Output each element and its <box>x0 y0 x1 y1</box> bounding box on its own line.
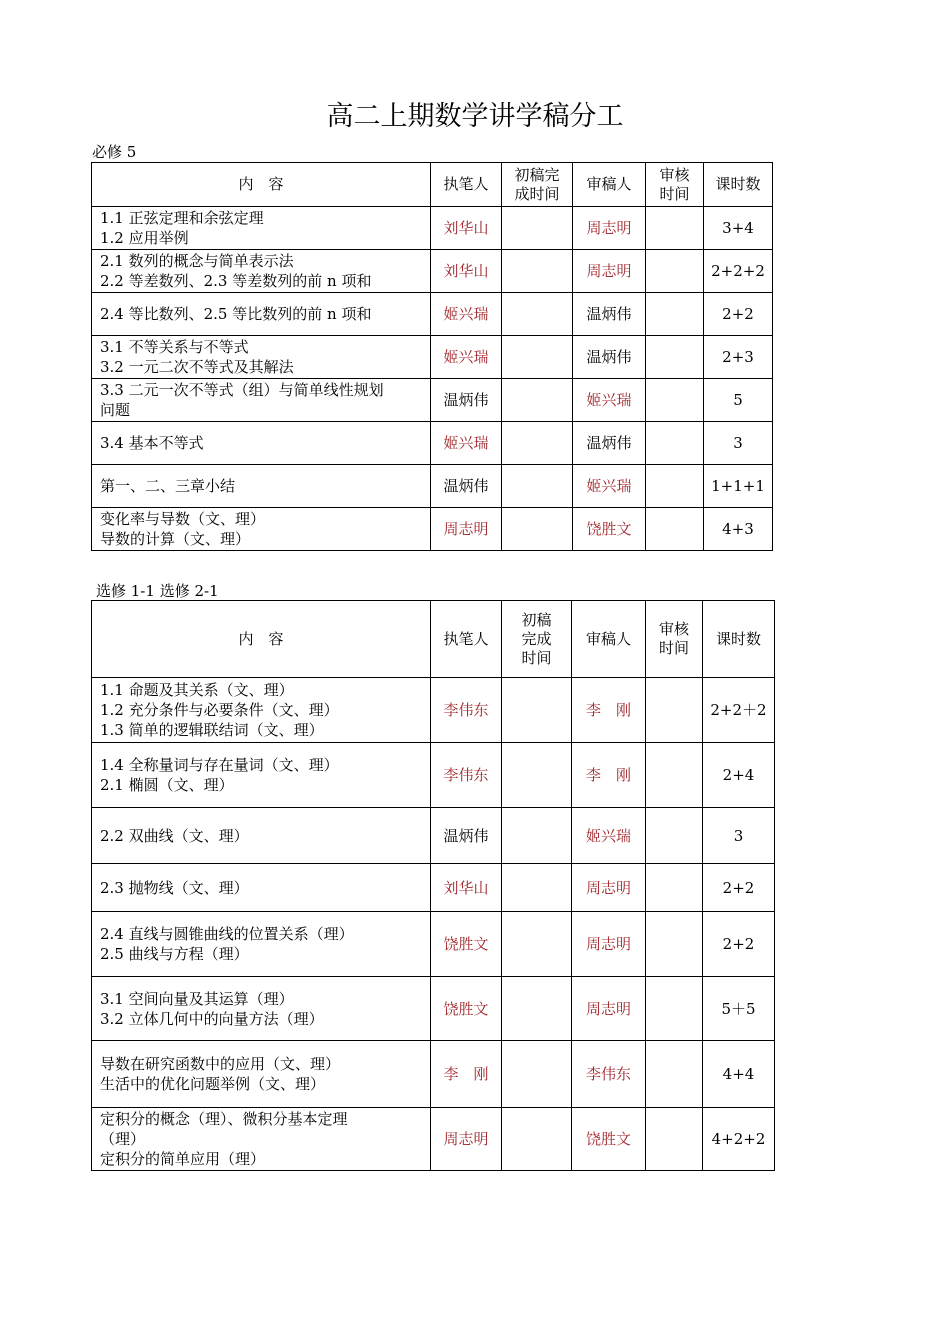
cell-writer: 李伟东 <box>431 743 502 808</box>
content-line: 1.2 充分条件与必要条件（文、理） <box>100 701 339 719</box>
cell-reviewer: 周志明 <box>572 912 646 977</box>
cell-reviewer: 饶胜文 <box>572 1108 646 1171</box>
cell-draft-time <box>502 508 573 551</box>
cell-draft-time <box>502 864 572 912</box>
cell-draft-time <box>502 336 573 379</box>
table-row <box>92 1041 775 1108</box>
content-line: 2.2 等差数列、2.3 等差数列的前 n 项和 <box>100 272 372 290</box>
header-review-time: 审核时间 <box>646 601 703 678</box>
cell-content <box>92 808 431 864</box>
cell-reviewer: 李 刚 <box>572 678 646 743</box>
cell-content <box>92 864 431 912</box>
table-row <box>92 250 773 293</box>
cell-review-time <box>646 977 703 1041</box>
content-line: 问题 <box>100 401 131 419</box>
header-draft-time: 初稿完成时间 <box>502 601 572 678</box>
cell-draft-time <box>502 465 573 508</box>
cell-draft-time <box>502 977 572 1041</box>
cell-reviewer: 温炳伟 <box>573 422 646 465</box>
cell-hours: 1+1+1 <box>704 465 773 508</box>
table-row <box>92 293 773 336</box>
cell-writer: 李 刚 <box>431 1041 502 1108</box>
cell-content <box>92 379 431 422</box>
cell-reviewer: 李 刚 <box>572 743 646 808</box>
table-row <box>92 743 775 808</box>
cell-draft-time <box>502 743 572 808</box>
content-line: 定积分的简单应用（理） <box>100 1150 266 1168</box>
cell-reviewer: 周志明 <box>572 864 646 912</box>
table-row <box>92 422 773 465</box>
cell-writer: 温炳伟 <box>431 379 502 422</box>
cell-hours: 2+2 <box>703 864 775 912</box>
cell-hours: 5 <box>704 379 773 422</box>
cell-content <box>92 678 431 743</box>
cell-content <box>92 1041 431 1108</box>
table-row <box>92 678 775 743</box>
cell-hours: 2+2＋2 <box>703 678 775 743</box>
content-line: 导数在研究函数中的应用（文、理） <box>100 1055 341 1073</box>
table-header-row <box>92 163 773 207</box>
content-line: 变化率与导数（文、理） <box>100 510 266 528</box>
cell-writer: 姬兴瑞 <box>431 422 502 465</box>
table-row <box>92 977 775 1041</box>
section1-caption: 必修 5 <box>92 143 137 161</box>
content-line: 生活中的优化问题举例（文、理） <box>100 1075 326 1093</box>
cell-hours: 2+2+2 <box>704 250 773 293</box>
cell-content <box>92 912 431 977</box>
cell-review-time <box>646 422 704 465</box>
cell-content <box>92 1108 431 1171</box>
cell-hours: 2+2 <box>703 912 775 977</box>
content-line: 3.1 不等关系与不等式 <box>100 338 249 356</box>
cell-hours: 4+2+2 <box>703 1108 775 1171</box>
content-line: 3.2 立体几何中的向量方法（理） <box>100 1009 324 1028</box>
cell-hours: 4+4 <box>703 1041 775 1108</box>
cell-writer: 姬兴瑞 <box>431 293 502 336</box>
table-header-row <box>92 601 775 678</box>
cell-reviewer: 李伟东 <box>572 1041 646 1108</box>
cell-content <box>92 250 431 293</box>
header-writer: 执笔人 <box>431 601 502 678</box>
header-writer: 执笔人 <box>431 163 502 207</box>
table-row <box>92 379 773 422</box>
content-line: 3.1 空间向量及其运算（理） <box>100 989 294 1008</box>
content-line: 2.5 曲线与方程（理） <box>100 945 249 963</box>
content-line: 2.1 椭圆（文、理） <box>100 776 234 794</box>
cell-reviewer: 姬兴瑞 <box>573 465 646 508</box>
cell-review-time <box>646 864 703 912</box>
table-row <box>92 912 775 977</box>
cell-review-time <box>646 1108 703 1171</box>
cell-hours: 3+4 <box>704 207 773 250</box>
cell-review-time <box>646 678 703 743</box>
cell-hours: 4+3 <box>704 508 773 551</box>
cell-content <box>92 422 431 465</box>
cell-writer: 周志明 <box>431 1108 502 1171</box>
cell-draft-time <box>502 293 573 336</box>
table-row <box>92 336 773 379</box>
header-reviewer: 审稿人 <box>573 163 646 207</box>
content-line: 1.3 简单的逻辑联结词（文、理） <box>100 721 324 739</box>
content-line: （理） <box>100 1130 146 1148</box>
cell-writer: 温炳伟 <box>431 808 502 864</box>
content-line: 第一、二、三章小结 <box>100 477 236 495</box>
cell-content <box>92 977 431 1041</box>
cell-hours: 2+3 <box>704 336 773 379</box>
table-row <box>92 864 775 912</box>
cell-writer: 姬兴瑞 <box>431 336 502 379</box>
cell-hours: 3 <box>704 422 773 465</box>
cell-hours: 2+2 <box>704 293 773 336</box>
content-line: 3.4 基本不等式 <box>100 434 204 452</box>
cell-content <box>92 743 431 808</box>
cell-draft-time <box>502 678 572 743</box>
header-draft-time: 初稿完成时间 <box>502 163 573 207</box>
cell-draft-time <box>502 808 572 864</box>
cell-content <box>92 293 431 336</box>
cell-writer: 温炳伟 <box>431 465 502 508</box>
schedule-table-required5 <box>91 162 773 551</box>
cell-content <box>92 465 431 508</box>
table-row <box>92 508 773 551</box>
cell-review-time <box>646 336 704 379</box>
cell-content <box>92 336 431 379</box>
header-reviewer: 审稿人 <box>572 601 646 678</box>
header-hours: 课时数 <box>703 601 775 678</box>
content-line: 1.2 应用举例 <box>100 229 189 247</box>
cell-reviewer: 姬兴瑞 <box>573 379 646 422</box>
content-line: 3.3 二元一次不等式（组）与简单线性规划 <box>100 381 384 399</box>
table-row <box>92 207 773 250</box>
cell-reviewer: 周志明 <box>572 977 646 1041</box>
cell-content <box>92 508 431 551</box>
content-line: 1.1 正弦定理和余弦定理 <box>100 209 264 227</box>
header-content: 内 容 <box>92 163 431 207</box>
content-line: 导数的计算（文、理） <box>100 530 251 548</box>
cell-writer: 周志明 <box>431 508 502 551</box>
table-row <box>92 1108 775 1171</box>
cell-writer: 李伟东 <box>431 678 502 743</box>
cell-reviewer: 温炳伟 <box>573 293 646 336</box>
header-review-time: 审核时间 <box>646 163 704 207</box>
cell-review-time <box>646 508 704 551</box>
cell-writer: 刘华山 <box>431 250 502 293</box>
cell-draft-time <box>502 422 573 465</box>
cell-reviewer: 周志明 <box>573 207 646 250</box>
cell-review-time <box>646 379 704 422</box>
cell-review-time <box>646 743 703 808</box>
cell-review-time <box>646 912 703 977</box>
content-line: 2.4 等比数列、2.5 等比数列的前 n 项和 <box>100 305 372 323</box>
cell-draft-time <box>502 1041 572 1108</box>
cell-reviewer: 温炳伟 <box>573 336 646 379</box>
cell-reviewer: 周志明 <box>573 250 646 293</box>
content-line: 定积分的概念（理）、微积分基本定理 <box>100 1110 348 1128</box>
cell-reviewer: 姬兴瑞 <box>572 808 646 864</box>
document-title: 高二上期数学讲学稿分工 <box>326 101 624 132</box>
cell-draft-time <box>502 379 573 422</box>
cell-review-time <box>646 465 704 508</box>
cell-writer: 饶胜文 <box>431 977 502 1041</box>
content-line: 1.1 命题及其关系（文、理） <box>100 681 294 699</box>
cell-review-time <box>646 293 704 336</box>
content-line: 2.2 双曲线（文、理） <box>100 826 249 845</box>
cell-content <box>92 207 431 250</box>
content-line: 3.2 一元二次不等式及其解法 <box>100 358 294 376</box>
cell-hours: 3 <box>703 808 775 864</box>
cell-draft-time <box>502 250 573 293</box>
schedule-table-elective <box>91 600 775 1171</box>
table-row <box>92 808 775 864</box>
cell-writer: 刘华山 <box>431 864 502 912</box>
content-line: 1.4 全称量词与存在量词（文、理） <box>100 756 339 774</box>
cell-draft-time <box>502 1108 572 1171</box>
content-line: 2.4 直线与圆锥曲线的位置关系（理） <box>100 925 354 943</box>
cell-draft-time <box>502 207 573 250</box>
cell-reviewer: 饶胜文 <box>573 508 646 551</box>
cell-writer: 刘华山 <box>431 207 502 250</box>
cell-hours: 5＋5 <box>703 977 775 1041</box>
cell-hours: 2+4 <box>703 743 775 808</box>
header-content: 内 容 <box>92 601 431 678</box>
content-line: 2.1 数列的概念与简单表示法 <box>100 252 294 270</box>
section2-caption: 选修 1-1 选修 2-1 <box>96 582 219 600</box>
cell-writer: 饶胜文 <box>431 912 502 977</box>
content-line: 2.3 抛物线（文、理） <box>100 878 249 897</box>
cell-review-time <box>646 207 704 250</box>
table-row <box>92 465 773 508</box>
header-hours: 课时数 <box>704 163 773 207</box>
cell-draft-time <box>502 912 572 977</box>
cell-review-time <box>646 1041 703 1108</box>
cell-review-time <box>646 808 703 864</box>
cell-review-time <box>646 250 704 293</box>
